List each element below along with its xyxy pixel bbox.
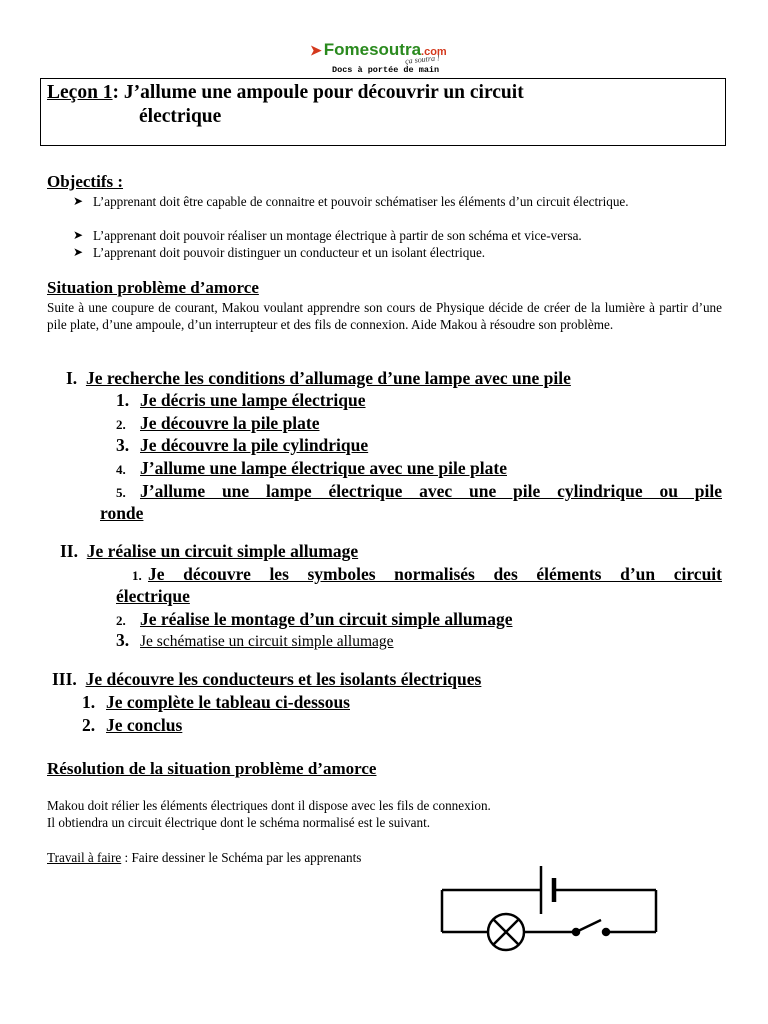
arrow-bullet-icon: ➤ — [73, 194, 84, 208]
plan-item — [116, 390, 366, 411]
plan-item-number: 3. — [116, 435, 130, 455]
plan-item — [116, 609, 512, 630]
plan-item-title: Je découvre la pile cylindrique — [140, 435, 369, 455]
plan-section-title: Je réalise un circuit simple allumage — [86, 541, 359, 561]
objective-item — [73, 244, 722, 261]
site-logo — [310, 40, 480, 80]
circuit-diagram — [436, 858, 666, 958]
task-label: Travail à faire — [47, 850, 122, 865]
lesson-title-line2: électrique — [139, 106, 222, 127]
objectives-heading: Objectifs : — [47, 172, 124, 191]
plan-item-number: 2. — [116, 613, 126, 628]
situation-text: Suite à une coupure de courant, Makou voulant apprendre son cours de Physique décide de créer de la lumière à partir d’une pile plate, d’une ampoule, d’un interrupteur et des fils de connexion. Aide Makou à résoudre son problème. — [47, 300, 722, 332]
task-line — [47, 849, 361, 866]
battery-icon — [541, 866, 554, 914]
lesson-title-row — [47, 82, 524, 104]
plan-item — [82, 692, 350, 713]
situation-heading: Situation problème d’amorce — [47, 278, 259, 297]
plan-section-number: III. — [52, 669, 77, 689]
resolution-line-1: Makou doit rélier les éléments électriques dont il dispose avec les fils de connexion. — [47, 798, 491, 813]
lamp-icon — [488, 914, 524, 950]
resolution-line-2: Il obtiendra un circuit électrique dont le schéma normalisé est le suivant. — [47, 815, 431, 830]
arrow-bullet-icon: ➤ — [73, 228, 84, 242]
plan-item — [132, 564, 722, 585]
plan-section-number: II. — [60, 541, 78, 561]
plan-item-number: 5. — [116, 485, 126, 500]
plan-item-number: 1. — [116, 390, 130, 410]
plan-item-number: 3. — [116, 630, 130, 650]
plan-section-title: Je découvre les conducteurs et les isolants électriques — [85, 669, 482, 689]
plan-section-2 — [60, 541, 358, 562]
objective-text: L’apprenant doit être capable de connaitre et pouvoir schématiser les éléments d’un circuit électrique. — [93, 194, 629, 209]
plan-item-title: Je découvre les symboles normalisés des éléments d’un circuit — [148, 564, 722, 584]
plan-section-3 — [52, 669, 481, 690]
objective-item — [73, 227, 722, 244]
plan-item-continuation — [116, 586, 190, 607]
lesson-title-line1: J’allume une ampoule pour découvrir un circuit — [123, 82, 524, 103]
plan-item-number: 1. — [82, 692, 96, 712]
plan-item-title: Je conclus — [106, 715, 183, 735]
plan-item — [82, 715, 182, 736]
plan-section-number: I. — [66, 368, 78, 388]
plan-item-number: 4. — [116, 462, 126, 477]
plan-item-title: J’allume une lampe électrique avec une pile cylindrique ou pile — [140, 481, 722, 501]
plan-item — [116, 481, 722, 502]
switch-icon — [573, 920, 609, 935]
lesson-title-box — [40, 78, 726, 146]
plan-item — [116, 458, 507, 479]
plan-item-number: 2. — [116, 417, 126, 432]
logo-tagline: Docs à portée de main — [332, 65, 440, 75]
lesson-colon: : — [112, 82, 120, 103]
plan-section-title: Je recherche les conditions d’allumage d’une lampe avec une pile — [85, 368, 571, 388]
plan-item-title: Je complète le tableau ci-dessous — [106, 692, 350, 712]
plan-item — [116, 413, 320, 434]
objective-text: L’apprenant doit pouvoir distinguer un conducteur et un isolant électrique. — [93, 245, 486, 260]
plan-item-continuation — [100, 503, 143, 524]
plan-item-title: Je réalise le montage d’un circuit simple allumage — [140, 609, 513, 629]
plan-item-title: Je découvre la pile plate — [140, 413, 320, 433]
plan-item-title: Je décris une lampe électrique — [140, 390, 366, 410]
plan-item — [116, 630, 394, 651]
plan-item-title: Je schématise un circuit simple allumage — [140, 633, 394, 650]
logo-slogan: ça soutra ! — [404, 53, 441, 66]
lesson-label: Leçon 1 — [47, 82, 113, 103]
logo-arrow-icon: ➤ — [310, 42, 322, 58]
plan-item-title: ronde — [100, 503, 144, 523]
task-text: : Faire dessiner le Schéma par les apprenants — [121, 850, 362, 865]
plan-item-title: J’allume une lampe électrique avec une pile plate — [140, 458, 507, 478]
resolution-heading: Résolution de la situation problème d’amorce — [47, 759, 377, 778]
plan-item-number: 1. — [132, 568, 142, 583]
objective-text: L’apprenant doit pouvoir réaliser un montage électrique à partir de son schéma et vice-versa. — [93, 228, 582, 243]
logo-domain: .com — [421, 46, 447, 58]
plan-item-number: 2. — [82, 715, 96, 735]
logo-brand-name: Fomesoutra — [323, 40, 422, 59]
plan-item-title: électrique — [116, 586, 190, 606]
objective-item — [73, 193, 722, 210]
plan-item — [116, 435, 368, 456]
arrow-bullet-icon: ➤ — [73, 245, 84, 259]
plan-section-1 — [66, 368, 571, 389]
